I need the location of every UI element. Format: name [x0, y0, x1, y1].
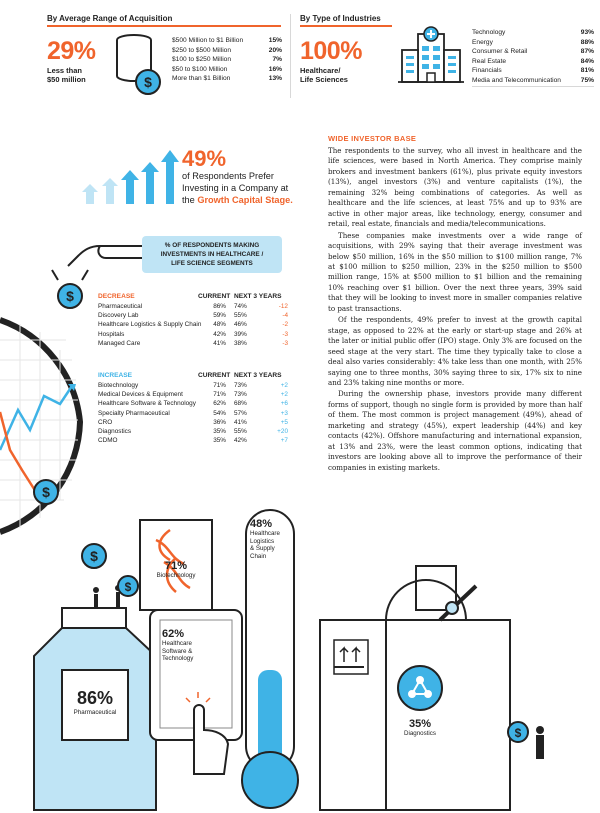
growth-callout	[182, 148, 322, 206]
hand-dollar-glyph: $	[66, 288, 74, 304]
article-heading: WIDE INVESTOR BASE	[328, 134, 417, 143]
table-row: Pharmaceutical 86% 74% -12	[98, 303, 288, 310]
acquisition-big-label: Less than $50 million	[47, 66, 86, 84]
table-row: CRO 36% 41% +5	[98, 418, 288, 426]
biotech-label: 71% Biotechnology	[156, 560, 196, 579]
software-label: 62% Healthcare Software & Technology	[162, 628, 194, 662]
table-row: Specialty Pharmaceutical 54% 57% +3	[98, 409, 288, 417]
growth-line-2: Investing in a Company at	[182, 183, 289, 193]
table-row: Managed Care 41% 38% -3	[98, 339, 288, 347]
article-paragraph: The respondents to the survey, who all invest in healthcare and the life sciences, were based in North America. They comprise mainly brokers and investment bankers (61%), plus private equity investors (13%), angel investors (3%) and venture capitalists (1%), the remaining 32% being combinations of categories. As well as healthcare and the life sciences, at least 75% and up to 93% are active in other major areas, like technology, energy, consumer and retail, real estate, financials and media/telecommunications.	[328, 146, 582, 229]
diagnostics-label: 35% Diagnostics	[404, 718, 436, 737]
growth-pct: 49%	[182, 146, 227, 171]
table-row: Hospitals 42% 39% -3	[98, 330, 288, 338]
industries-list	[472, 28, 594, 86]
list-item: Consumer & Retail 87%	[472, 48, 594, 56]
bottom-dollar-glyph-1: $	[90, 548, 98, 564]
list-item: More than $1 Billion 13%	[172, 75, 282, 83]
decrease-table-header: DECREASE CURRENT NEXT 3 YEARS	[98, 293, 282, 300]
coin-stack-icon	[110, 30, 168, 96]
industries-rule-bottom	[472, 86, 594, 87]
top-divider	[290, 14, 291, 98]
growth-line-3: the Growth Capital Stage.	[182, 195, 293, 205]
industries-big-pct: 100%	[300, 37, 362, 65]
article-paragraph: During the ownership phase, investors provide many different forms of support, though no single form is provided by more than half of them. The most common is project management (49%), ahead of marketing and strategy (45%), expert leadership (44%) and key contacts (42%). Offshore manufacturing and international expansion, at 13% and 23%, were the least common options, indicating that investors are looking above all to improve the performance of their companies in existing markets.	[328, 389, 582, 472]
industries-title: By Type of Industries	[300, 14, 381, 23]
industries-rule	[300, 25, 392, 27]
list-item: $500 Million to $1 Billion 15%	[172, 37, 282, 44]
list-item: Real Estate 84%	[472, 57, 594, 65]
list-item: $100 to $250 Million 7%	[172, 56, 282, 64]
acquisition-list	[172, 36, 282, 84]
table-row: CDMO 35% 42% +7	[98, 437, 288, 445]
industries-big-label: Healthcare/ Life Sciences	[300, 66, 348, 84]
table-row: Healthcare Software & Technology 62% 68% +6	[98, 400, 288, 408]
growth-arrows-icon	[80, 148, 180, 208]
bottom-dollar-glyph-2: $	[124, 580, 132, 594]
article-paragraph: Of the respondents, 49% prefer to invest at the growth capital stage, as opposed to 22% at the early or start-up stage and 26% at the later or initial public offer (IPO) stage. Only 3% are focused on the seed stage at the very start. The time they typically take to close a deal also varies considerably: 4% take less than one month, with 25% saying one to three months, 30% saying three to six, 17% six to nine and 23% taking nine months or more.	[328, 315, 582, 387]
hospital-building-icon	[396, 22, 466, 86]
list-item: Technology 93%	[472, 29, 594, 36]
acquisition-big-pct: 29%	[47, 37, 96, 65]
healthcare-illustration	[0, 470, 600, 813]
list-item: Media and Telecommunication 75%	[472, 76, 594, 84]
table-row: Biotechnology 71% 73% +2	[98, 382, 288, 389]
acquisition-title: By Average Range of Acquisition	[47, 14, 173, 23]
pharma-label: 86% Pharmaceutical	[73, 688, 117, 716]
list-item: $250 to $500 Million 20%	[172, 46, 282, 54]
table-row: Discovery Lab 59% 55% -4	[98, 312, 288, 320]
list-item: Energy 88%	[472, 38, 594, 46]
coin-dollar-glyph: $	[144, 74, 152, 90]
list-item: $50 to $100 Million 16%	[172, 65, 282, 73]
article-body	[328, 146, 582, 473]
magnifier-dollar-glyph: $	[42, 484, 50, 500]
bottom-dollar-glyph-3: $	[514, 726, 522, 740]
table-row: Diagnostics 35% 55% +20	[98, 428, 288, 436]
increase-table	[98, 371, 298, 445]
table-row: Healthcare Logistics & Supply Chain 48% 46% -2	[98, 321, 288, 329]
decrease-table	[98, 292, 298, 348]
acquisition-rule	[47, 25, 281, 27]
growth-line-1: of Respondents Prefer	[182, 171, 274, 181]
segments-callout: % OF RESPONDENTS MAKING INVESTMENTS IN HEALTHCARE / LIFE SCIENCE SEGMENTS	[142, 236, 282, 273]
table-row: Medical Devices & Equipment 71% 73% +2	[98, 391, 288, 399]
list-item: Financials 81%	[472, 67, 594, 75]
supply-chain-label: 48% Healthcare Logistics & Supply Chain	[250, 518, 280, 560]
article-paragraph: These companies make investments over a wide range of acquisitions, with 29% saying that their average investment was below $50 million, 16% in the $50 million to $100 million range, 7% at $100 million to $250 million, 23% in the $250 million to $500 million range, 15% at $500 million to $1 billion and the remaining 10% reaching over $1 billion. Over the next three years, 39% said that they will be looking to invest more in smaller companies relative to past transactions.	[328, 230, 582, 313]
increase-table-header: INCREASE CURRENT NEXT 3 YEARS	[98, 372, 282, 379]
